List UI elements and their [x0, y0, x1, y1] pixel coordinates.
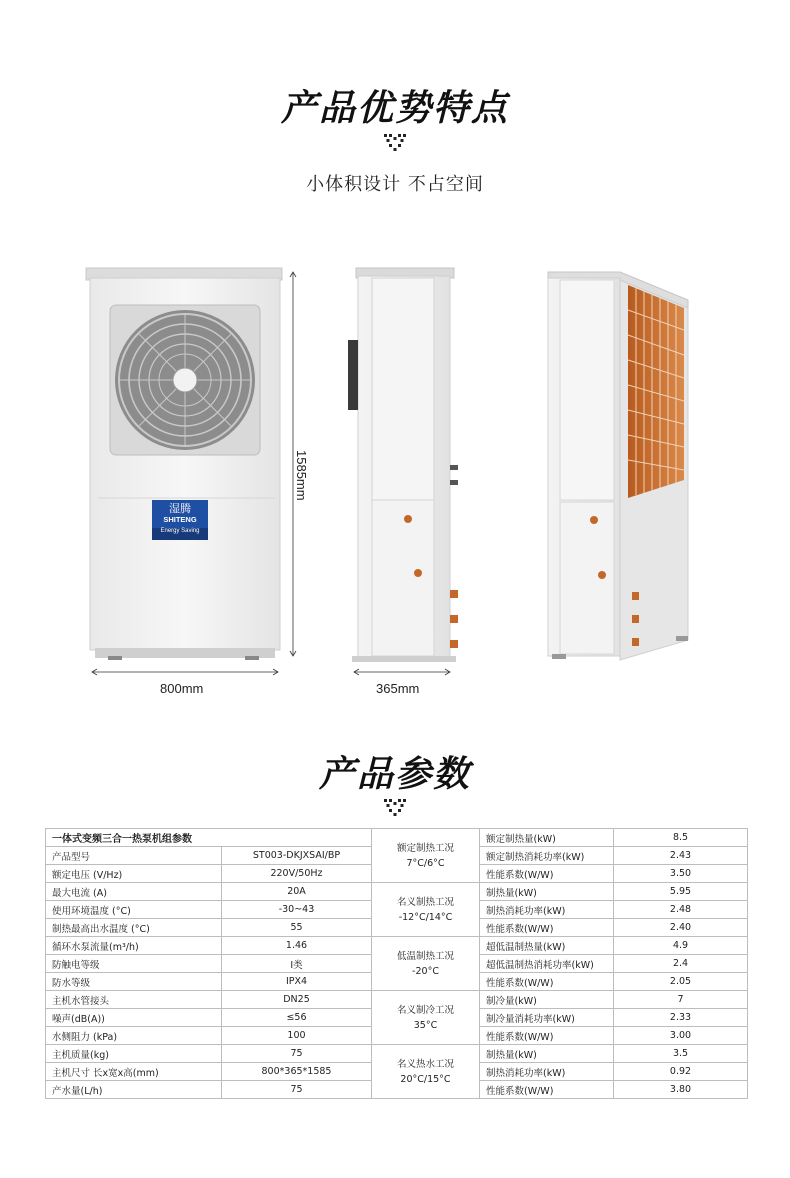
performance-value: 3.5	[614, 1045, 748, 1063]
parameters-table	[45, 828, 748, 1099]
param-label: 主机水管接头	[46, 991, 222, 1009]
param-label: 产品型号	[46, 847, 222, 865]
condition-cell	[372, 883, 480, 937]
param-label: 水侧阻力 (kPa)	[46, 1027, 222, 1045]
param-label: 循环水泵流量(m³/h)	[46, 937, 222, 955]
table-row	[46, 829, 748, 847]
performance-value: 8.5	[614, 829, 748, 847]
performance-value: 2.33	[614, 1009, 748, 1027]
performance-value: 0.92	[614, 1063, 748, 1081]
param-label: 最大电流 (A)	[46, 883, 222, 901]
param-label: 使用环境温度 (°C)	[46, 901, 222, 919]
param-label: 防触电等级	[46, 955, 222, 973]
condition-temperature: -12°C/14°C	[398, 911, 453, 923]
condition-temperature: -20°C	[412, 965, 439, 977]
performance-label: 额定制热量(kW)	[480, 829, 614, 847]
performance-value: 2.4	[614, 955, 748, 973]
performance-label: 制热消耗功率(kW)	[480, 901, 614, 919]
height-dimension-label: 1585mm	[294, 450, 309, 501]
param-value: DN25	[222, 991, 372, 1009]
param-label: 主机质量(kg)	[46, 1045, 222, 1063]
table-row	[46, 883, 748, 901]
condition-name: 名义制冷工况	[396, 1004, 454, 1016]
performance-label: 超低温制热量(kW)	[480, 937, 614, 955]
performance-value: 3.50	[614, 865, 748, 883]
condition-name: 名义热水工况	[396, 1058, 454, 1070]
performance-label: 制冷量消耗功率(kW)	[480, 1009, 614, 1027]
performance-label: 性能系数(W/W)	[480, 1081, 614, 1099]
param-label: 噪声(dB(A))	[46, 1009, 222, 1027]
param-value: -30~43	[222, 901, 372, 919]
performance-label: 制热量(kW)	[480, 1045, 614, 1063]
section-title-advantages: 产品优势特点	[280, 88, 509, 129]
param-value: ST003-DKJXSAI/BP	[222, 847, 372, 865]
param-value: 1.46	[222, 937, 372, 955]
table-row	[46, 1045, 748, 1063]
side-view-unit	[348, 268, 458, 662]
brand-logo-tagline: Energy Saving	[160, 528, 200, 534]
param-label: 主机尺寸 长x宽x高(mm)	[46, 1063, 222, 1081]
section-title-parameters: 产品参数	[318, 754, 471, 795]
performance-value: 4.9	[614, 937, 748, 955]
param-label: 防水等级	[46, 973, 222, 991]
front-view-unit	[86, 268, 282, 660]
performance-label: 性能系数(W/W)	[480, 865, 614, 883]
product-illustration	[0, 260, 790, 710]
param-value: IPX4	[222, 973, 372, 991]
param-value: 20A	[222, 883, 372, 901]
product-images	[0, 260, 790, 710]
angled-view-unit	[548, 272, 688, 660]
depth-dimension-label: 365mm	[376, 681, 420, 696]
table-row	[46, 991, 748, 1009]
performance-label: 性能系数(W/W)	[480, 973, 614, 991]
chevron-down-icon	[383, 798, 407, 818]
table-row	[46, 937, 748, 955]
performance-value: 2.05	[614, 973, 748, 991]
condition-cell	[372, 829, 480, 883]
condition-name: 名义制热工况	[396, 896, 454, 908]
param-value: I类	[222, 955, 372, 973]
condition-name: 额定制热工况	[396, 842, 454, 854]
param-value: 220V/50Hz	[222, 865, 372, 883]
param-value: ≤56	[222, 1009, 372, 1027]
performance-value: 3.00	[614, 1027, 748, 1045]
performance-label: 额定制热消耗功率(kW)	[480, 847, 614, 865]
chevron-down-icon	[383, 133, 407, 153]
condition-temperature: 35°C	[413, 1019, 438, 1031]
param-value: 55	[222, 919, 372, 937]
table-header: 一体式变频三合一热泵机组参数	[46, 829, 372, 847]
performance-value: 3.80	[614, 1081, 748, 1099]
param-label: 额定电压 (V/Hz)	[46, 865, 222, 883]
dimension-lines-side	[354, 669, 450, 675]
brand-logo-cn: 湿腾	[169, 502, 191, 515]
width-dimension-label: 800mm	[160, 681, 204, 696]
param-value: 75	[222, 1045, 372, 1063]
performance-value: 2.40	[614, 919, 748, 937]
condition-temperature: 20°C/15°C	[400, 1073, 451, 1085]
param-value: 100	[222, 1027, 372, 1045]
performance-label: 性能系数(W/W)	[480, 1027, 614, 1045]
performance-label: 制热量(kW)	[480, 883, 614, 901]
condition-cell	[372, 937, 480, 991]
performance-label: 制热消耗功率(kW)	[480, 1063, 614, 1081]
param-value: 800*365*1585	[222, 1063, 372, 1081]
param-label: 产水量(L/h)	[46, 1081, 222, 1099]
brand-logo	[152, 500, 208, 540]
condition-cell	[372, 991, 480, 1045]
condition-cell	[372, 1045, 480, 1099]
performance-label: 超低温制热消耗功率(kW)	[480, 955, 614, 973]
section-subtitle: 小体积设计 不占空间	[306, 174, 484, 195]
performance-label: 制冷量(kW)	[480, 991, 614, 1009]
condition-temperature: 7°C/6°C	[406, 857, 445, 869]
condition-name: 低温制热工况	[396, 950, 454, 962]
performance-value: 7	[614, 991, 748, 1009]
param-value: 75	[222, 1081, 372, 1099]
performance-value: 2.43	[614, 847, 748, 865]
param-label: 制热最高出水温度 (°C)	[46, 919, 222, 937]
performance-value: 5.95	[614, 883, 748, 901]
performance-value: 2.48	[614, 901, 748, 919]
brand-logo-en: SHITENG	[163, 515, 197, 524]
performance-label: 性能系数(W/W)	[480, 919, 614, 937]
